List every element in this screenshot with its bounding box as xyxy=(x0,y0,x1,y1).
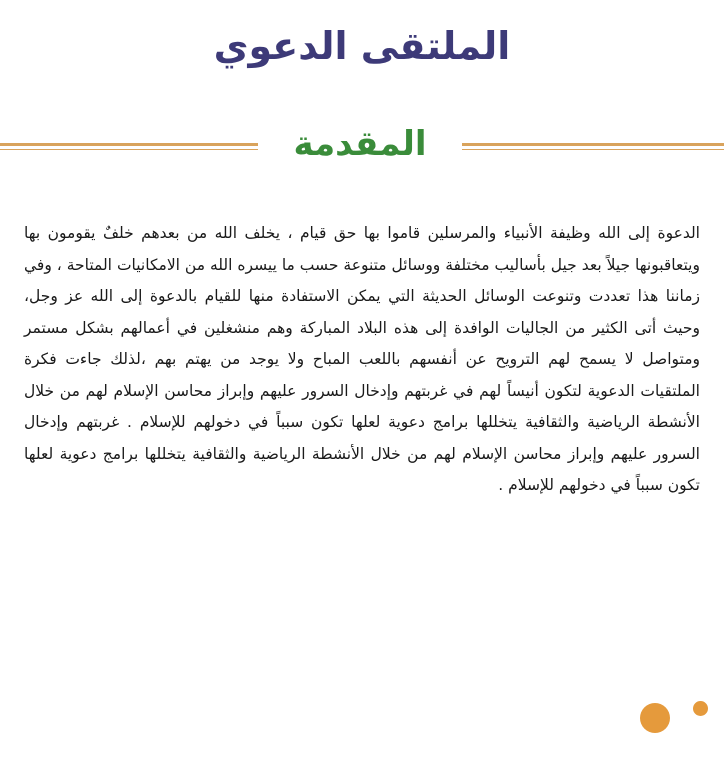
decorative-dot-small xyxy=(693,701,708,716)
section-header xyxy=(0,118,724,174)
page-title: الملتقى الدعوي xyxy=(213,24,511,68)
right-divider-rule xyxy=(462,143,724,146)
left-divider-rule xyxy=(0,143,258,146)
decorative-dot-large xyxy=(640,703,670,733)
intro-paragraph: الدعوة إلى الله وظيفة الأنبياء والمرسلين قاموا بها حق قيام ، يخلف الله من بعدهم خلفٌ يقومون بها ويتعاقبونها جيلاً بعد جيل بأساليب مختلفة ووسائل متنوعة حسب ما ييسره الله من الامكانيات المتاحة ، وفي زماننا هذا تعددت وتنوعت الوسائل الحديثة التي يمكن الاستفادة منها للقيام بالدعوة إلى الله عز وجل، وحيث أتى الكثير من الجاليات الوافدة إلى هذه البلاد المباركة وهم منشغلين في أعمالهم بشكل مستمر ومتواصل لا يسمح لهم الترويح عن أنفسهم باللعب المباح ولا يوجد من يهتم بهم ،لذلك جاءت فكرة الملتقيات الدعوية لتكون أنيساً لهم في غربتهم وإدخال السرور عليهم وإبراز محاسن الإسلام لهم من خلال الأنشطة الرياضية والثقافية يتخللها برامج دعوية لعلها تكون سبباً في دخولهم للإسلام . غربتهم وإدخال السرور عليهم وإبراز محاسن الإسلام لهم من خلال الأنشطة الرياضية والثقافية يتخللها برامج دعوية لعلها تكون سبباً في دخولهم للإسلام . xyxy=(24,224,700,494)
section-title: المقدمة xyxy=(293,124,427,164)
